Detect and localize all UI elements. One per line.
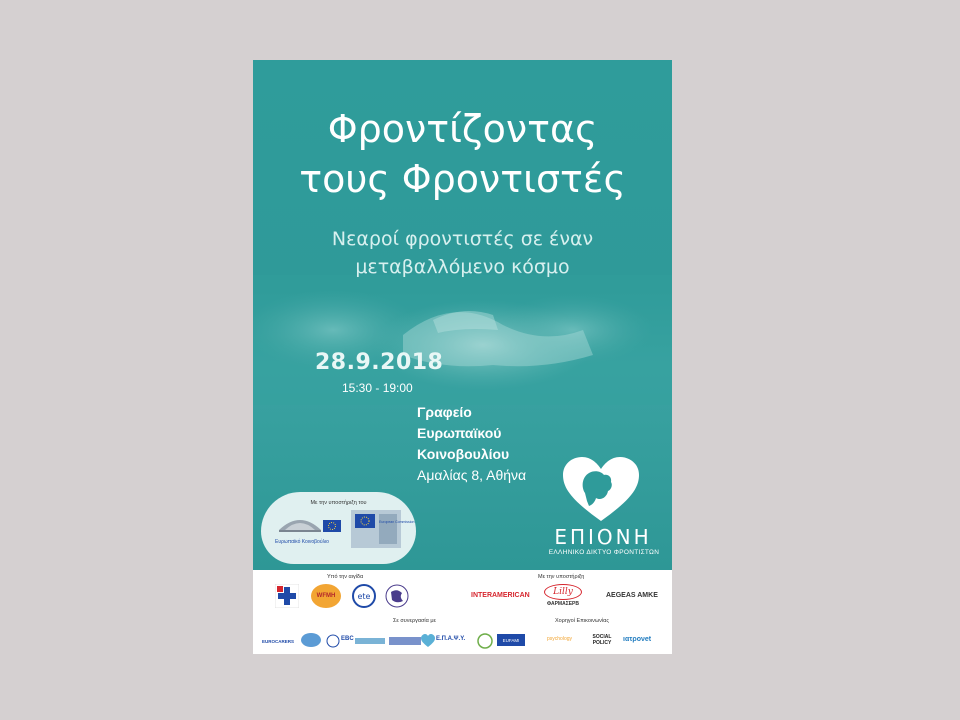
ec-building-icon: [351, 510, 401, 548]
lilly-logo: Lilly: [544, 584, 582, 600]
partner-logo-5-icon: [477, 633, 493, 649]
venue-line-2: Ευρωπαϊκού: [417, 425, 502, 441]
under-aegis-label: Υπό την αιγίδα: [327, 574, 364, 580]
european-parliament-logo-icon: [277, 510, 323, 534]
iatronet-logo: ιατρονet: [623, 636, 652, 643]
venue-line-3: Κοινοβουλίου: [417, 446, 510, 462]
epawy-logo: Ε.Π.Α.Ψ.Υ.: [436, 636, 466, 642]
org-subtitle: ΕΛΛΗΝΙΚΟ ΔΙΚΤΥΟ ΦΡΟΝΤΙΣΤΩΝ: [548, 549, 660, 556]
ebc-logo: EBC: [341, 636, 354, 642]
hands-photo: [253, 275, 672, 405]
sponsors-band: [253, 570, 672, 654]
venue-line-1: Γραφείο: [417, 404, 472, 420]
subtitle-line-2: μεταβαλλόμενο κόσμο: [355, 256, 570, 278]
support-panel: [261, 492, 416, 564]
partner-logo-2-icon: [326, 634, 340, 648]
farmaserv-label: ΦΑΡΜΑΣΕΡΒ: [547, 601, 579, 607]
heart-partner-logo-icon: [421, 634, 435, 648]
greek-cross-logo-icon: [275, 584, 299, 608]
subtitle-line-1: Νεαροί φροντιστές σε έναν: [331, 228, 594, 250]
partner-logo-4-icon: [389, 634, 421, 648]
ep-label: Ευρωπαϊκό Κοινοβούλιο: [275, 539, 329, 545]
with-support-label: Με την υποστήριξη: [538, 574, 585, 580]
eu-flag-icon: [323, 520, 341, 532]
org-name: ΕΠΙΟΝΗ: [554, 525, 652, 549]
svg-text:ete: ete: [357, 592, 371, 601]
partner-logo-1-icon: [300, 632, 322, 648]
support-label: Με την υποστήριξη του: [310, 500, 367, 506]
ec-label: European Commission: [379, 520, 415, 524]
venue-address: Αμαλίας 8, Αθήνα: [417, 467, 527, 483]
partner-logo-3-icon: [355, 636, 385, 646]
comm-sponsors-label: Χορηγοί Επικοινωνίας: [555, 618, 609, 624]
psychology-logo: psychology: [547, 636, 573, 642]
in-cooperation-label: Σε συνεργασία με: [393, 618, 436, 624]
map-logo-icon: [385, 584, 409, 608]
ete-logo-icon: [352, 584, 376, 608]
eurocarers-logo: EUROCARERS: [261, 638, 294, 644]
heart-logo-icon: [563, 457, 639, 523]
venue: [417, 402, 526, 486]
aegeas-logo: AEGEAS AMKE: [606, 592, 658, 599]
interamerican-logo: INTERAMERICAN: [471, 592, 530, 599]
event-date: 28.9.2018: [315, 350, 444, 375]
title-line-2: τους Φροντιστές: [299, 157, 626, 201]
wfmh-logo: WFMH: [311, 584, 341, 608]
poster: [253, 60, 672, 654]
social-policy-logo: SOCIAL POLICY: [592, 634, 612, 646]
event-time: 15:30 - 19:00: [342, 381, 413, 395]
title-line-1: Φροντίζοντας: [327, 107, 598, 151]
eufami-logo: EUFAMI: [497, 634, 525, 646]
